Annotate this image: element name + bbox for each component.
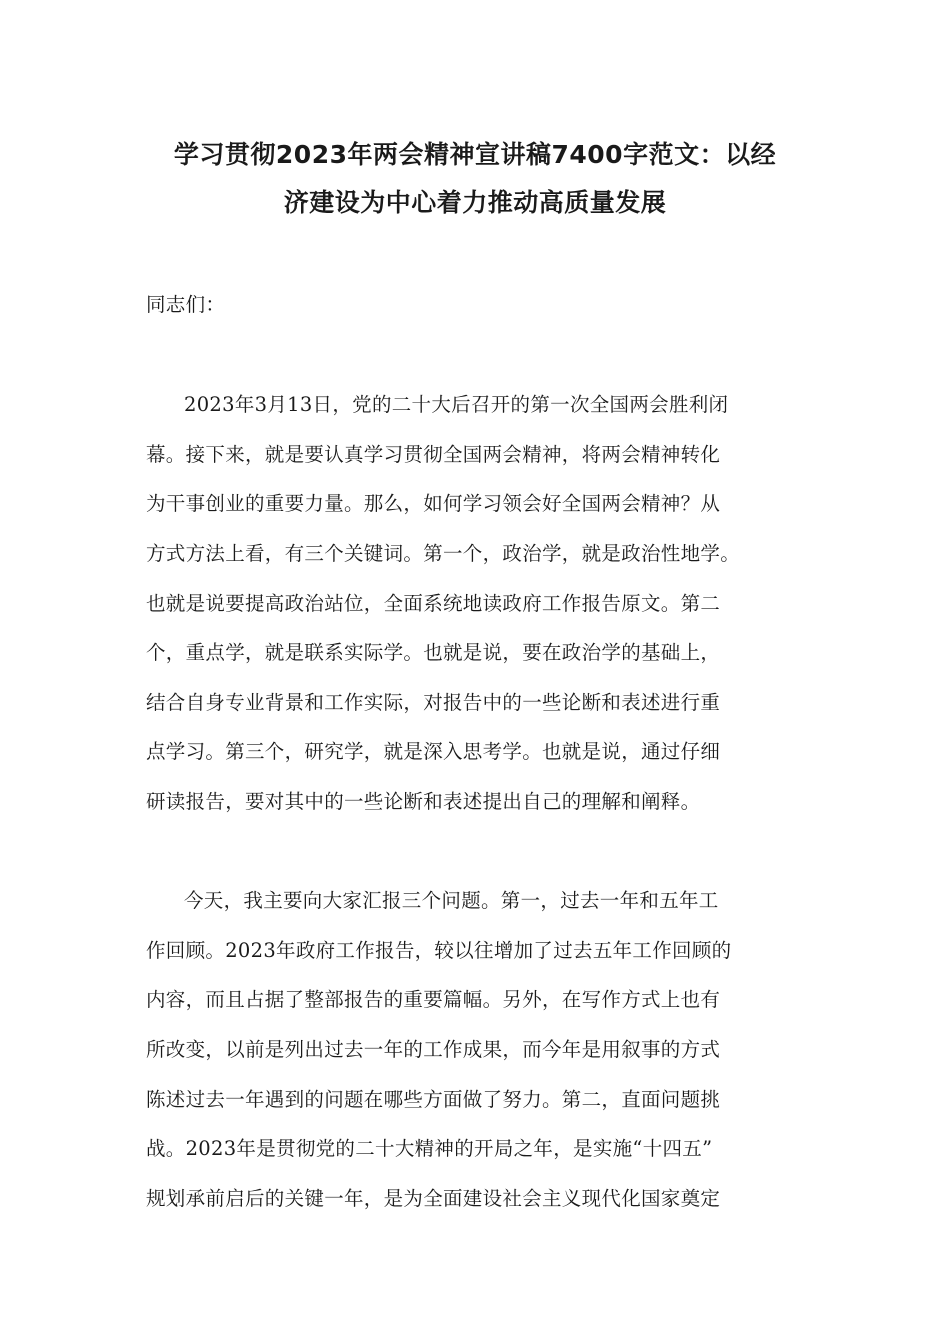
paragraph-1-line: 结合自身专业背景和工作实际，对报告中的一些论断和表述进行重 <box>146 691 721 714</box>
salutation: 同志们： <box>146 293 226 316</box>
paragraph-1-line: 个，重点学，就是联系实际学。也就是说，要在政治学的基础上， <box>146 641 721 664</box>
paragraph-1-line: 方式方法上看，有三个关键词。第一个，政治学，就是政治性地学。 <box>146 542 741 565</box>
paragraph-2-line: 今天，我主要向大家汇报三个问题。第一，过去一年和五年工 <box>184 889 719 912</box>
document-title-line-1: 学习贯彻2023年两会精神宣讲稿7400字范文：以经 <box>173 140 777 169</box>
paragraph-2-line: 陈述过去一年遇到的问题在哪些方面做了努力。第二，直面问题挑 <box>146 1088 721 1111</box>
paragraph-2-line: 作回顾。2023年政府工作报告，较以往增加了过去五年工作回顾的 <box>146 939 732 962</box>
paragraph-2-line: 内容，而且占据了整部报告的重要篇幅。另外，在写作方式上也有 <box>146 988 721 1011</box>
paragraph-1-line: 点学习。第三个，研究学，就是深入思考学。也就是说，通过仔细 <box>146 740 721 763</box>
paragraph-2-line: 所改变，以前是列出过去一年的工作成果，而今年是用叙事的方式 <box>146 1038 721 1061</box>
paragraph-2-line: 战。2023年是贯彻党的二十大精神的开局之年，是实施“十四五” <box>146 1137 713 1160</box>
paragraph-1-line: 也就是说要提高政治站位，全面系统地读政府工作报告原文。第二 <box>146 592 721 615</box>
paragraph-1-line: 研读报告，要对其中的一些论断和表述提出自己的理解和阐释。 <box>146 790 701 813</box>
paragraph-2-line: 规划承前启后的关键一年，是为全面建设社会主义现代化国家奠定 <box>146 1187 721 1210</box>
paragraph-1-line: 幕。接下来，就是要认真学习贯彻全国两会精神，将两会精神转化 <box>146 443 721 466</box>
paragraph-1-line: 2023年3月13日，党的二十大后召开的第一次全国两会胜利闭 <box>184 393 729 416</box>
document-title-line-2: 济建设为中心着力推动高质量发展 <box>283 188 667 217</box>
paragraph-1-line: 为干事创业的重要力量。那么，如何学习领会好全国两会精神？从 <box>146 492 721 515</box>
